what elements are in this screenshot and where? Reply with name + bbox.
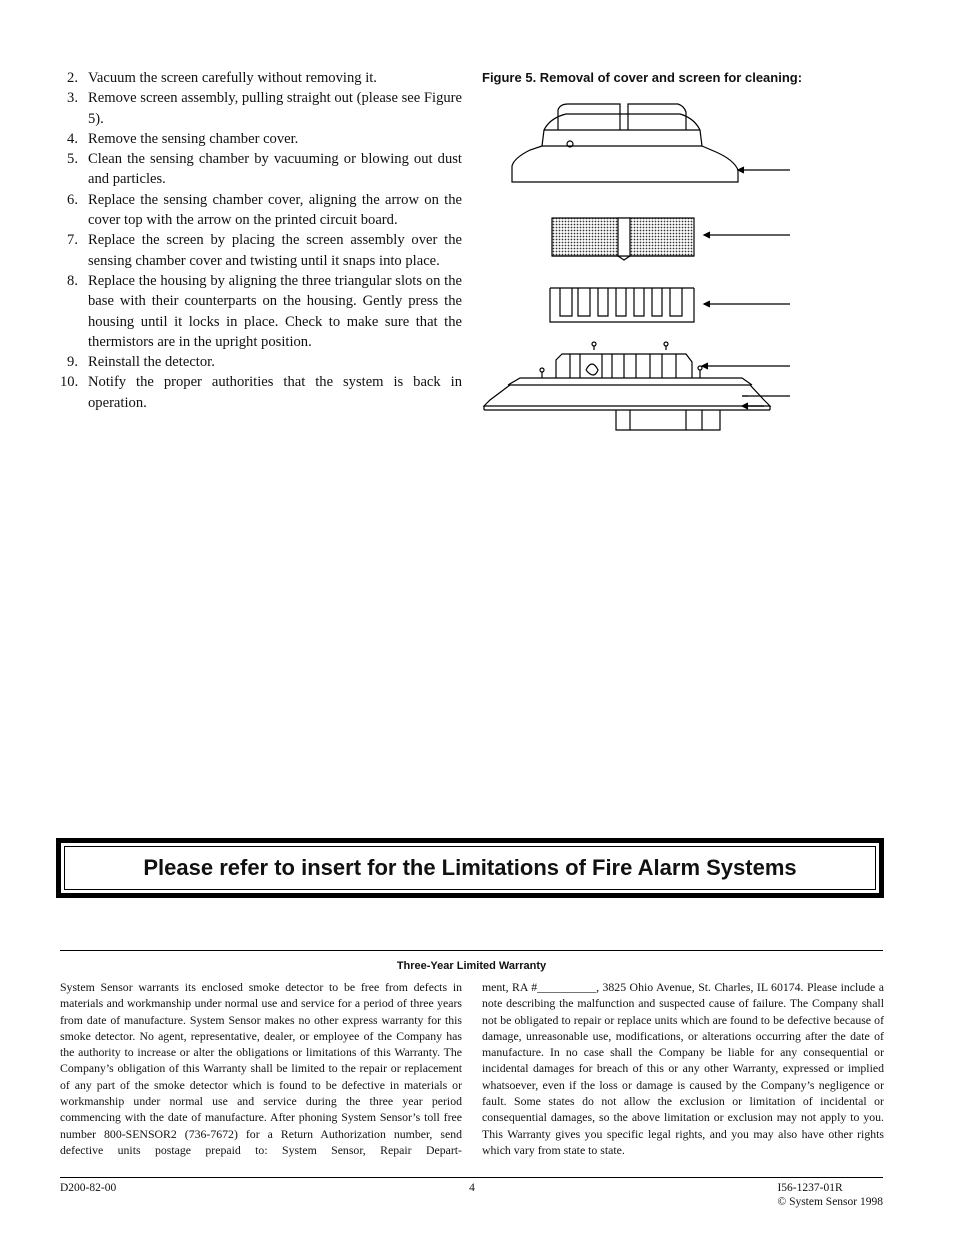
footer-right-block: [777, 1181, 883, 1209]
housing-cover: [512, 104, 738, 182]
sensing-chamber-cover: [550, 288, 694, 322]
step-item: 3. Remove screen assembly, pulling straight out (please see Figure 5).: [67, 90, 462, 127]
footer-doc-number: D200-82-00: [60, 1182, 117, 1194]
step-item: 4. Remove the sensing chamber cover.: [67, 130, 299, 147]
warranty-top-rule: [60, 950, 883, 951]
figure-title: Figure 5. Removal of cover and screen for cleaning:: [482, 70, 803, 85]
banner-inner-frame: [64, 846, 876, 890]
footer-part-number: I56-1237-01R: [777, 1182, 843, 1194]
cleaning-steps-list: [60, 68, 462, 413]
banner-text: Please refer to insert for the Limitations of Fire Alarm Systems: [143, 855, 797, 880]
detector-base: [484, 342, 770, 430]
step-item: 9. Reinstall the detector.: [67, 354, 215, 371]
step-item: 2. Vacuum the screen carefully without removing it.: [67, 70, 377, 86]
step-item: 7. Replace the screen by placing the screen assembly over the sensing chamber cover and twisting until it snaps into place.: [67, 232, 462, 269]
step-item: 8. Replace the housing by aligning the three triangular slots on the base with their counterparts on the housing. Gently press the housing until it locks in place. Check to make sure that the thermistors are in the upright position.: [67, 272, 462, 350]
warranty-bottom-rule: [60, 1177, 883, 1178]
warranty-title: Three-Year Limited Warranty: [396, 960, 547, 972]
footer-copyright: © System Sensor 1998: [777, 1196, 883, 1208]
step-item: 5. Clean the sensing chamber by vacuuming or blowing out dust and particles.: [67, 151, 462, 188]
step-item: 6. Replace the sensing chamber cover, aligning the arrow on the cover top with the arrow on the printed circuit board.: [67, 191, 462, 229]
warranty-column-left: System Sensor warrants its enclosed smoke detector to be free from defects in materials and workmanship under normal use and service for a period of three years from date of manufacture. System Sensor makes no other express warranty for this smoke detector. No agent, representative, dealer, or employee of the Company has the authority to increase or alter the obligations or limitations of this Warranty. The Company’s obligation of this Warranty shall be limited to the repair or replacement of any part of the smoke detector which is found to be defective in materials or workmanship under normal use and service during the three year period commencing with the date of manufacture. After phoning System Sensor’s toll free number 800-SENSOR2 (736-7672) for a Return Authorization number, send defective units postage prepaid to: System Sensor, Repair Depart-: [60, 980, 462, 1157]
footer-page-number: 4: [469, 1182, 475, 1194]
limitations-banner: [56, 838, 884, 898]
detector-exploded-diagram: [480, 100, 810, 435]
screen-assembly: [552, 218, 694, 260]
step-item: 10. Notify the proper authorities that the system is back in operation.: [60, 374, 462, 411]
warranty-column-right: ment, RA #__________, 3825 Ohio Avenue, St. Charles, IL 60174. Please include a note describing the malfunction and suspected cause of failure. The Company shall not be obligated to repair or replace units which are found to be defective because of damage, unreasonable use, modifications, or alterations occurring after the date of manufacture. In no case shall the Company be liable for any consequential or incidental damages for breach of this or any other Warranty, expressed or implied whatsoever, even if the loss or damage is caused by the Company’s negligence or fault. Some states do not allow the exclusion or limitation of incidental or consequential damages, so the above limitation or exclusion may not apply to you. This Warranty gives you specific legal rights, and you may also have other rights which vary from state to state.: [482, 980, 884, 1157]
